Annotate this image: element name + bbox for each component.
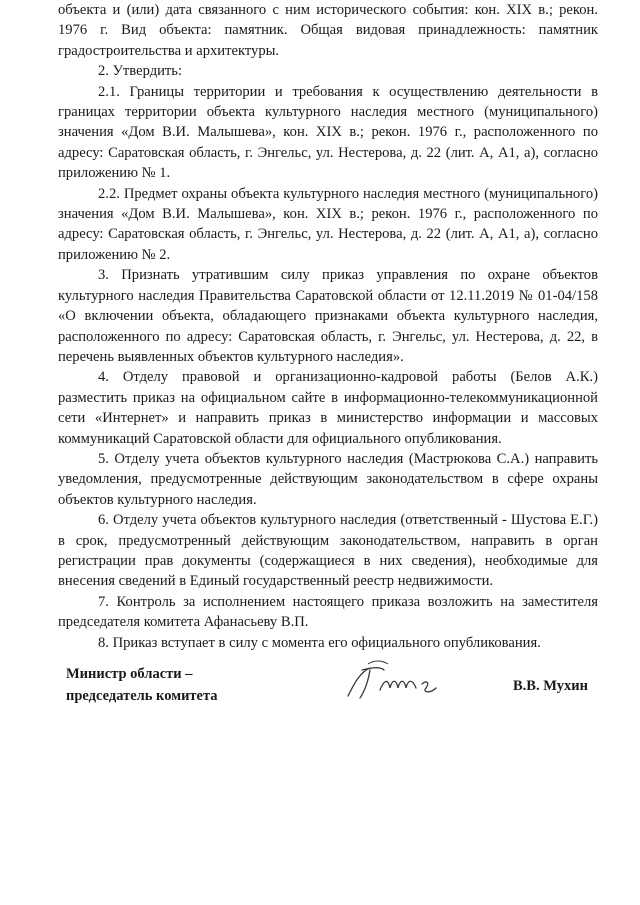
paragraph-object-details: объекта и (или) дата связанного с ним исторического события: кон. XIX в.; рекон. 1976 г. Вид объекта: памятник. Общая видовая принадлежность: памятник градостроительства и архитектуры. (58, 2, 598, 59)
paragraph-6: 6. Отделу учета объектов культурного наследия (ответственный - Шустова Е.Г.) в срок, предусмотренный действующим законодательством, направить в орган регистрации прав документы (содержащиеся в них сведения), необходимые для внесения сведений в Единый государственный реестр недвижимости. (58, 512, 598, 590)
paragraph-2-2: 2.2. Предмет охраны объекта культурного наследия местного (муниципального) значения «Дом В.И. Малышева», кон. XIX в.; рекон. 1976 г., расположенного по адресу: Саратовская область, г. Энгельс, ул. Нестерова, д. 22 (лит. А, А1, а), согласно приложению № 2. (58, 185, 598, 263)
paragraph-5: 5. Отделу учета объектов культурного наследия (Мастрюкова С.А.) направить уведомления, предусмотренные действующим законодательством в сфере охраны объектов культурного наследия. (58, 450, 598, 508)
signatory-name: В.В. Мухин (513, 678, 588, 694)
handwritten-signature (340, 654, 470, 704)
signatory-title-line1: Министр области – (66, 666, 193, 682)
document-body (58, 0, 598, 653)
signatory-title (66, 663, 218, 707)
paragraph-7: 7. Контроль за исполнением настоящего приказа возложить на заместителя председателя комитета Афанасьеву В.П. (58, 593, 598, 631)
paragraph-3: 3. Признать утратившим силу приказ управления по охране объектов культурного наследия Правительства Саратовской области от 12.11.2019 № 01-04/158 «О включении объекта, обладающего признаками объекта культурного наследия, расположенного по адресу: Саратовская область, г. Энгельс, ул. Нестерова, д. 22, в перечень выявленных объектов культурного наследия». (58, 267, 598, 365)
signatory-title-line2: председатель комитета (66, 688, 218, 704)
paragraph-8: 8. Приказ вступает в силу с момента его официального опубликования. (98, 634, 541, 651)
paragraph-2-1: 2.1. Границы территории и требования к осуществлению деятельности в границах территории объекта культурного наследия местного (муниципального) значения «Дом В.И. Малышева», кон. XIX в.; рекон. 1976 г., расположенного по адресу: Саратовская область, г. Энгельс, ул. Нестерова, д. 22 (лит. А, А1, а), согласно приложению № 1. (58, 83, 598, 182)
paragraph-4: 4. Отделу правовой и организационно-кадровой работы (Белов А.К.) разместить приказ на официальном сайте в информационно-телекоммуникационной сети «Интернет» и направить приказ в министерство информации и массовых коммуникаций Саратовской области для официального опубликования. (58, 369, 598, 447)
paragraph-approve: 2. Утвердить: (98, 63, 183, 80)
